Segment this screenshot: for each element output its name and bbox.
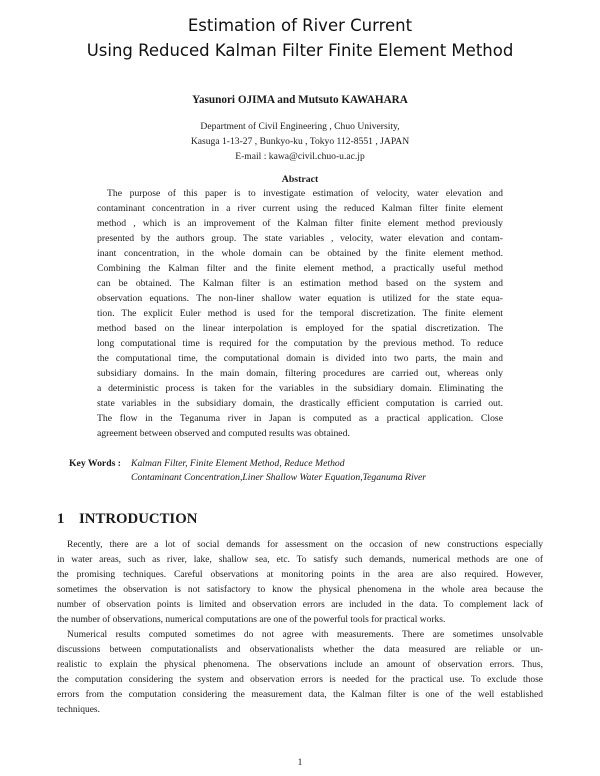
abstract-heading: Abstract [281,174,319,185]
intro-line: Numerical results computed sometimes do not agree with measurements. There are sometimes unsolvable [67,630,543,640]
page-number: 1 [297,758,303,768]
affiliation-department: Department of Civil Engineering , Chuo University, [200,121,400,132]
abstract-line: a deterministic process is taken for the variables in the subsidiary domain. Eliminating the [97,383,503,394]
intro-line: in water areas, such as river, lake, shallow sea, etc. To satisfy such demands, numerical methods are one of [57,555,543,565]
abstract-line: contaminant concentration in a river current using the reduced Kalman filter finite element [97,203,503,214]
abstract-line: The flow in the Teganuma river in Japan is computed as a practical application. Close [97,413,503,424]
abstract-line: The purpose of this paper is to investigate estimation of velocity, water elevation and [107,188,503,199]
paper-title-line-2: Using Reduced Kalman Filter Finite Element Method [86,41,514,60]
abstract-line: can be obtained. The Kalman filter is an estimation method based on the system and [97,278,503,289]
intro-line: Recently, there are a lot of social demands for assessment on the occasion of new constructions especially [67,540,543,550]
keywords-line-1: Kalman Filter, Finite Element Method, Reduce Method [131,458,345,469]
authors: Yasunori OJIMA and Mutsuto KAWAHARA [192,94,408,106]
abstract-line: method , which is an improvement of the Kalman filter finite element method previously [97,218,503,229]
abstract-line: the computational time, the computational domain is divided into two parts, the main and [97,353,503,364]
abstract-line: subsidiary domains. In the main domain, filtering procedures are carried out, whereas only [97,368,503,379]
abstract-line: tion. The explicit Euler method is used for the temporal discretization. The finite element [97,308,503,319]
abstract-line: method based on the linear interpolation is employed for the spatial discretization. The [97,323,503,334]
keywords-label: Key Words : [69,458,122,469]
intro-line: the number of observations, numerical computations are one of the powerful tools for practical works. [57,615,446,625]
section-title: INTRODUCTION [79,511,198,527]
abstract-line: state variables in the subsidiary domain, the drastically efficient computation is carried out. [97,398,503,409]
abstract-line: inant concentration, in the whole domain can be obtained by the finite element method. [97,248,503,259]
affiliation-address: Kasuga 1-13-27 , Bunkyo-ku , Tokyo 112-8551 , JAPAN [190,136,410,147]
intro-line: number of observation points is limited and observation errors are included in the data. To complement lack of [57,600,543,610]
intro-line: the computation considering the system and observation errors is needed for the practical use. To exclude those [57,675,543,685]
abstract-line: Combining the Kalman filter and the finite element method, a practically useful method [97,263,503,274]
intro-line: realistic to explain the physical phenomena. The observations include an amount of observation errors. Thus, [57,660,543,670]
section-number: 1 [57,511,65,527]
abstract-line: agreement between observed and computed results was obtained. [97,428,350,439]
abstract-line: long computational time is required for the computation by the previous method. To reduce [97,338,503,349]
section-heading-introduction [57,511,197,528]
intro-line: errors from the computation considering the measurement data, the Kalman filter is one of the well established [57,690,543,700]
paper-title-line-1: Estimation of River Current [187,16,413,35]
intro-line: the promising techniques. Careful observations at monitoring points in the area are also required. However, [57,570,543,580]
intro-line: discussions between computationalists and observationalists whether the data measured are reliable or un- [57,645,543,655]
affiliation-email: E-mail : kawa@civil.chuo-u.ac.jp [235,151,365,162]
intro-line: techniques. [57,705,101,715]
abstract-line: presented by the authors group. The state variables , velocity, water elevation and contam- [97,233,503,244]
intro-line: sometimes the observation is not satisfactory to know the physical phenomena in the whole area because the [57,585,543,595]
keywords-line-2: Contaminant Concentration,Liner Shallow Water Equation,Teganuma River [131,472,427,483]
abstract-line: observation equations. The non-liner shallow water equation is utilized for the state equa- [97,293,503,304]
